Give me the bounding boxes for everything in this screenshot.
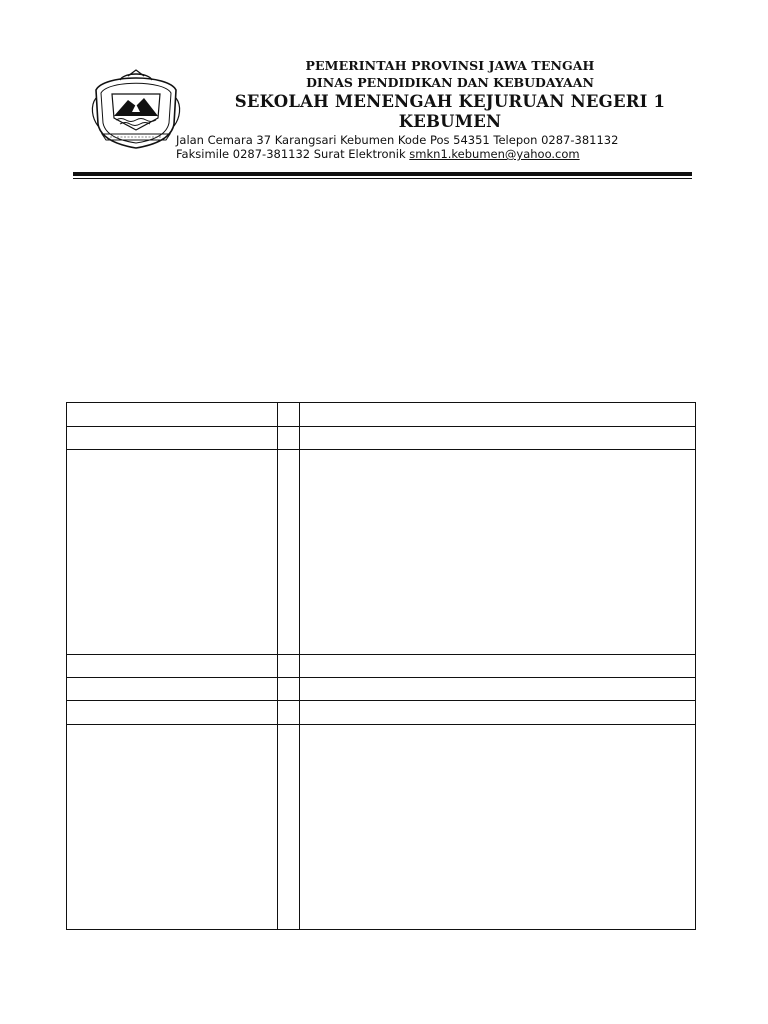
table-row (67, 403, 696, 427)
value-cell (300, 427, 696, 450)
department-name: DINAS PENDIDIKAN DAN KEBUDAYAAN (306, 75, 594, 90)
table-row (67, 655, 696, 678)
table-row (67, 725, 696, 930)
colon-cell (278, 655, 300, 678)
value-cell (300, 701, 696, 725)
label-cell (67, 678, 278, 701)
value-cell (300, 725, 696, 930)
label-cell (67, 701, 278, 725)
school-address: Jalan Cemara 37 Karangsari Kebumen Kode Pos 54351 Telepon 0287-381132 (176, 133, 619, 147)
form-table (66, 402, 696, 930)
email-link[interactable]: smkn1.kebumen@yahoo.com (409, 147, 580, 161)
colon-cell (278, 450, 300, 655)
value-cell (300, 450, 696, 655)
label-cell (67, 427, 278, 450)
table-row (67, 701, 696, 725)
label-cell (67, 725, 278, 930)
label-cell (67, 403, 278, 427)
colon-cell (278, 678, 300, 701)
label-cell (67, 655, 278, 678)
table-row (67, 427, 696, 450)
value-cell (300, 655, 696, 678)
fax-text: Faksimile 0287-381132 Surat Elektronik (176, 147, 410, 161)
value-cell (300, 678, 696, 701)
value-cell (300, 403, 696, 427)
letterhead-divider-thin (73, 178, 692, 179)
letterhead (0, 0, 768, 190)
colon-cell (278, 725, 300, 930)
colon-cell (278, 701, 300, 725)
colon-cell (278, 403, 300, 427)
school-name-line1: SEKOLAH MENENGAH KEJURUAN NEGERI 1 (234, 92, 666, 111)
government-name: PEMERINTAH PROVINSI JAWA TENGAH (305, 58, 595, 73)
colon-cell (278, 427, 300, 450)
table-row (67, 450, 696, 655)
label-cell (67, 450, 278, 655)
fax-and-email-line (176, 147, 580, 161)
school-name-line2: KEBUMEN (398, 112, 502, 131)
table-row (67, 678, 696, 701)
letterhead-divider-thick (73, 172, 692, 176)
